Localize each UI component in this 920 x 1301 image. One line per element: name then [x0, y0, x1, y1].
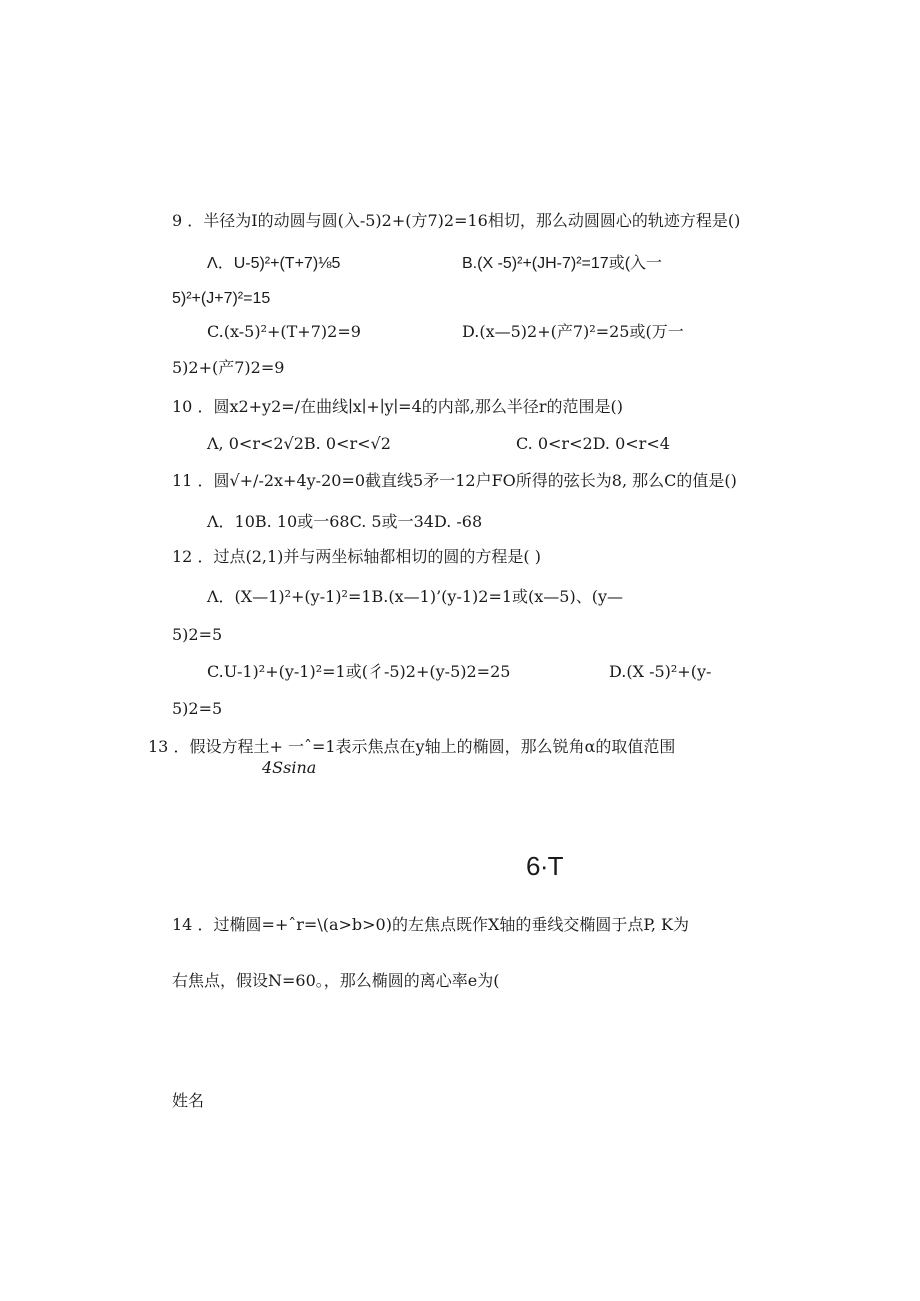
q9-option-b-continued: 5)²+(J+7)²=15: [172, 290, 271, 307]
q9-option-d-continued: 5)2+(产7)2=9: [172, 358, 285, 377]
q10-stem: 10 ．圆x2+y2=/在曲线∣x∣+∣y∣=4的内部,那么半径r的范围是(): [172, 397, 623, 416]
q12-option-c: C.U-1)²+(y-1)²=1或(彳-5)2+(y-5)2=25: [207, 662, 511, 681]
q12-options-ab-continued: 5)2=5: [172, 625, 223, 644]
q9-stem: 9 ．半径为I的动圆与圆(入-5)2+(方7)2=16相切，那么动圆圆心的轨迹方程是(): [172, 211, 741, 230]
q9-option-d: D.(x—5)2+(产7)²=25或(万一: [462, 322, 684, 341]
q12-stem: 12 ．过点(2,1)并与两坐标轴都相切的圆的方程是( ): [172, 547, 541, 566]
q9-option-b: B.(X -5)²+(JH-7)²=17或(入一: [462, 255, 663, 272]
q12-option-d: D.(X -5)²+(y-: [609, 662, 712, 681]
q9-option-a: Λ．U-5)²+(T+7)⅛5: [207, 255, 341, 272]
q12-options-ab: Λ．(X—1)²+(y-1)²=1B.(x—1)’(y-1)2=1或(x—5)、(y—: [207, 587, 624, 606]
q10-options-cd: C. 0<r<2D. 0<r<4: [516, 434, 670, 453]
q14-stem: 14 ．过椭圆=+ˆr=\(a>b>0)的左焦点既作X轴的垂线交椭圆于点P, K为: [172, 915, 690, 934]
q14-stem-continued: 右焦点，假设N=60。，那么椭圆的离心率e为(: [172, 971, 500, 990]
q12-option-d-continued: 5)2=5: [172, 699, 223, 718]
name-label: 姓名: [172, 1091, 205, 1110]
q13-stem: 13 ．假设方程土+ 一ˆ=1表示焦点在y轴上的椭圆，那么锐角α的取值范围: [148, 737, 676, 756]
q11-options: Λ．10B. 10或一68C. 5或一34D. -68: [207, 512, 483, 531]
stray-text: 6∙T: [526, 851, 564, 881]
q10-options-ab: Λ, 0<r<2√2B. 0<r<√2: [207, 434, 391, 453]
q9-option-c: C.(x-5)²+(T+7)2=9: [207, 322, 361, 341]
q11-stem: 11 ．圆√+/-2x+4y-20=0截直线5矛一12户FO所得的弦长为8, 那么C的值是(): [172, 471, 737, 490]
q13-fraction-denominator: 4Ssina: [262, 758, 317, 777]
